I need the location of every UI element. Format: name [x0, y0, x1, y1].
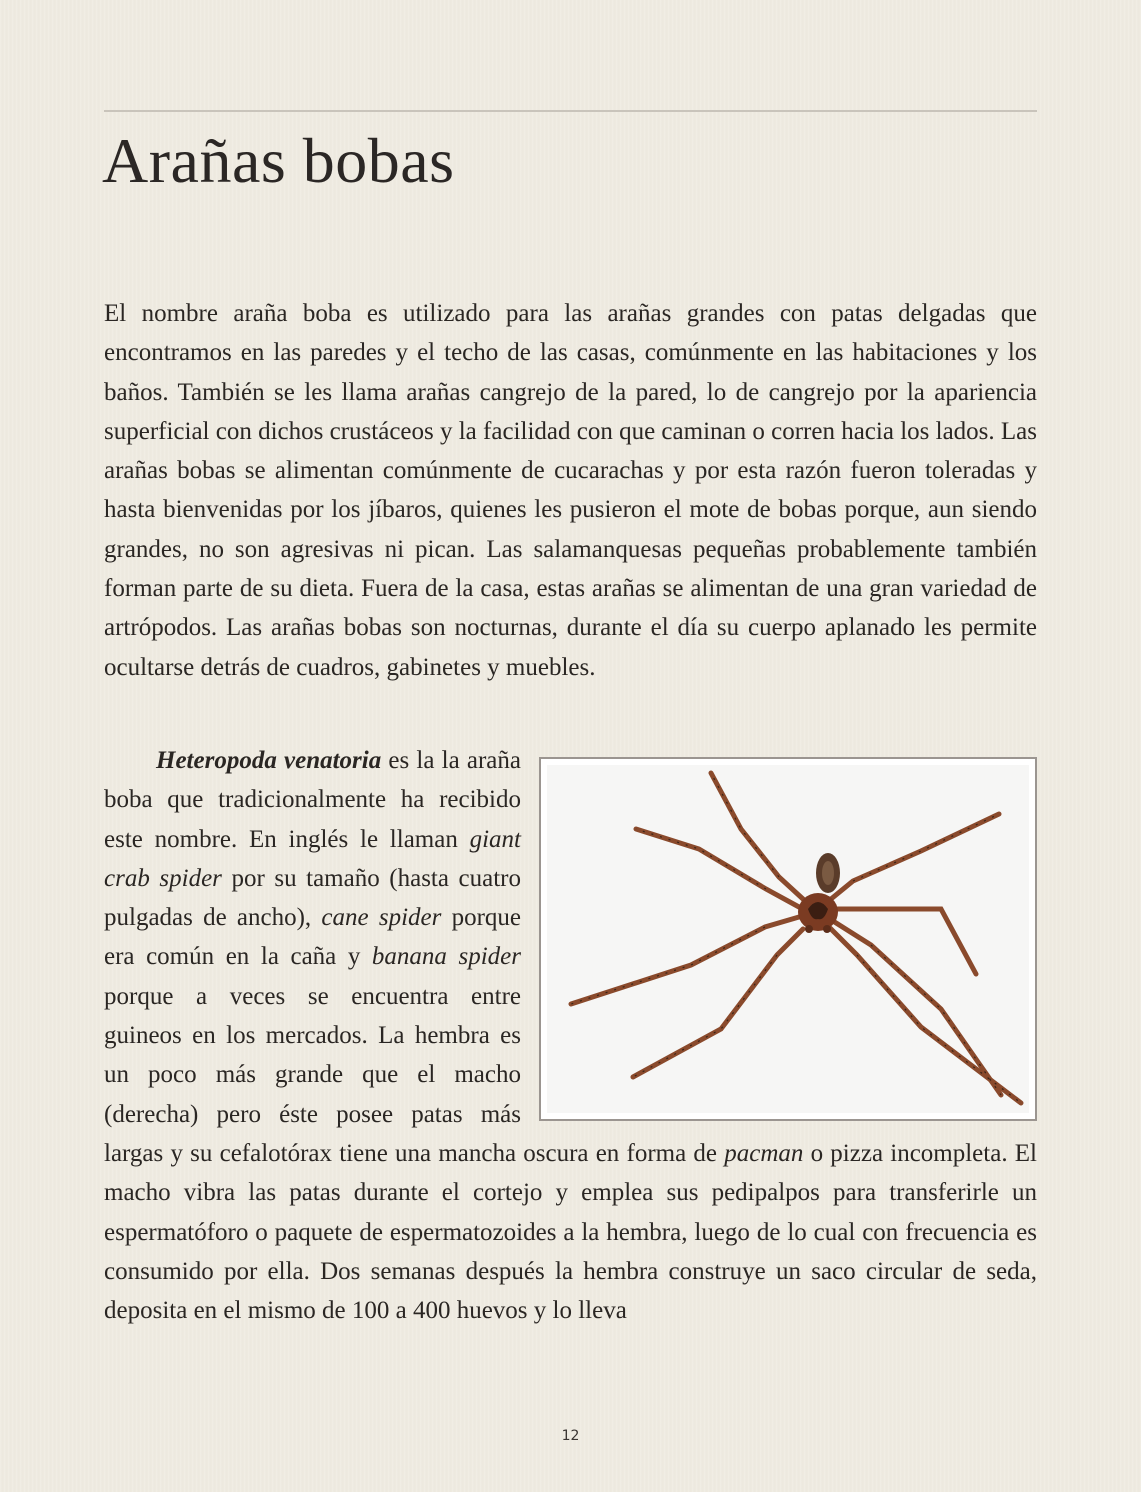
- species-text-e: o pizza incompleta. El macho vibra las patas durante el cortejo y emplea sus pedipalpos para transferirle un espermatóforo o paquete de espermatozoides a la hembra, luego de lo cual con frecuencia es consumido por ella. Dos semanas después la hembra construye un saco circular de seda, deposita en el mismo de 100 a 400 huevos y lo lleva: [104, 1139, 1037, 1325]
- spider-photo: [539, 757, 1037, 1121]
- species-text-c: porque era común en la caña y: [104, 904, 521, 971]
- term-banana-spider: banana spider: [371, 943, 521, 971]
- page-number: 12: [561, 1428, 580, 1444]
- scientific-name: Heteropoda venatoria: [156, 747, 382, 774]
- species-text-b: por su tamaño (hasta cuatro pulgadas de ancho),: [104, 864, 521, 932]
- term-pacman: pacman: [724, 1139, 804, 1167]
- term-cane-spider: cane spider: [321, 904, 442, 932]
- pedipalp-right: [823, 925, 831, 933]
- spider-illustration: [541, 759, 1035, 1119]
- species-text-d: porque a veces se encuentra entre guineos en los mercados. La hembra es un poco más grande que el macho (derecha) pero éste posee patas más largas y su cefalotórax tiene una mancha oscura en forma de: [104, 982, 725, 1167]
- species-text-a: es la la araña boba que tradicionalmente ha recibido este nombre. En inglés le llaman: [104, 747, 521, 853]
- term-giant-crab-spider: giant crab spider: [104, 825, 521, 892]
- abdomen-marking: [822, 861, 834, 885]
- pedipalp-left: [805, 925, 813, 933]
- page-title: Arañas bobas: [102, 125, 455, 196]
- header-rule: [104, 110, 1037, 112]
- species-paragraph: [104, 741, 1037, 1330]
- intro-paragraph: El nombre araña boba es utilizado para las arañas grandes con patas delgadas que encontramos en las paredes y el techo de las casas, comúnmente en las habitaciones y los baños. También se les llama arañas cangrejo de la pared, lo de cangrejo por la apariencia superficial con dichos crustáceos y la facilidad con que caminan o corren hacia los lados. Las arañas bobas se alimentan comúnmente de cucarachas y por esta razón fueron toleradas y hasta bienvenidas por los jíbaros, quienes les pusieron el mote de bobas porque, aun siendo grandes, no son agresivas ni pican. Las salamanquesas pequeñas probablemente también forman parte de su dieta. Fuera de la casa, estas arañas se alimentan de una gran variedad de artrópodos. Las arañas bobas son nocturnas, durante el día su cuerpo aplanado les permite ocultarse detrás de cuadros, gabinetes y muebles.: [104, 300, 1037, 681]
